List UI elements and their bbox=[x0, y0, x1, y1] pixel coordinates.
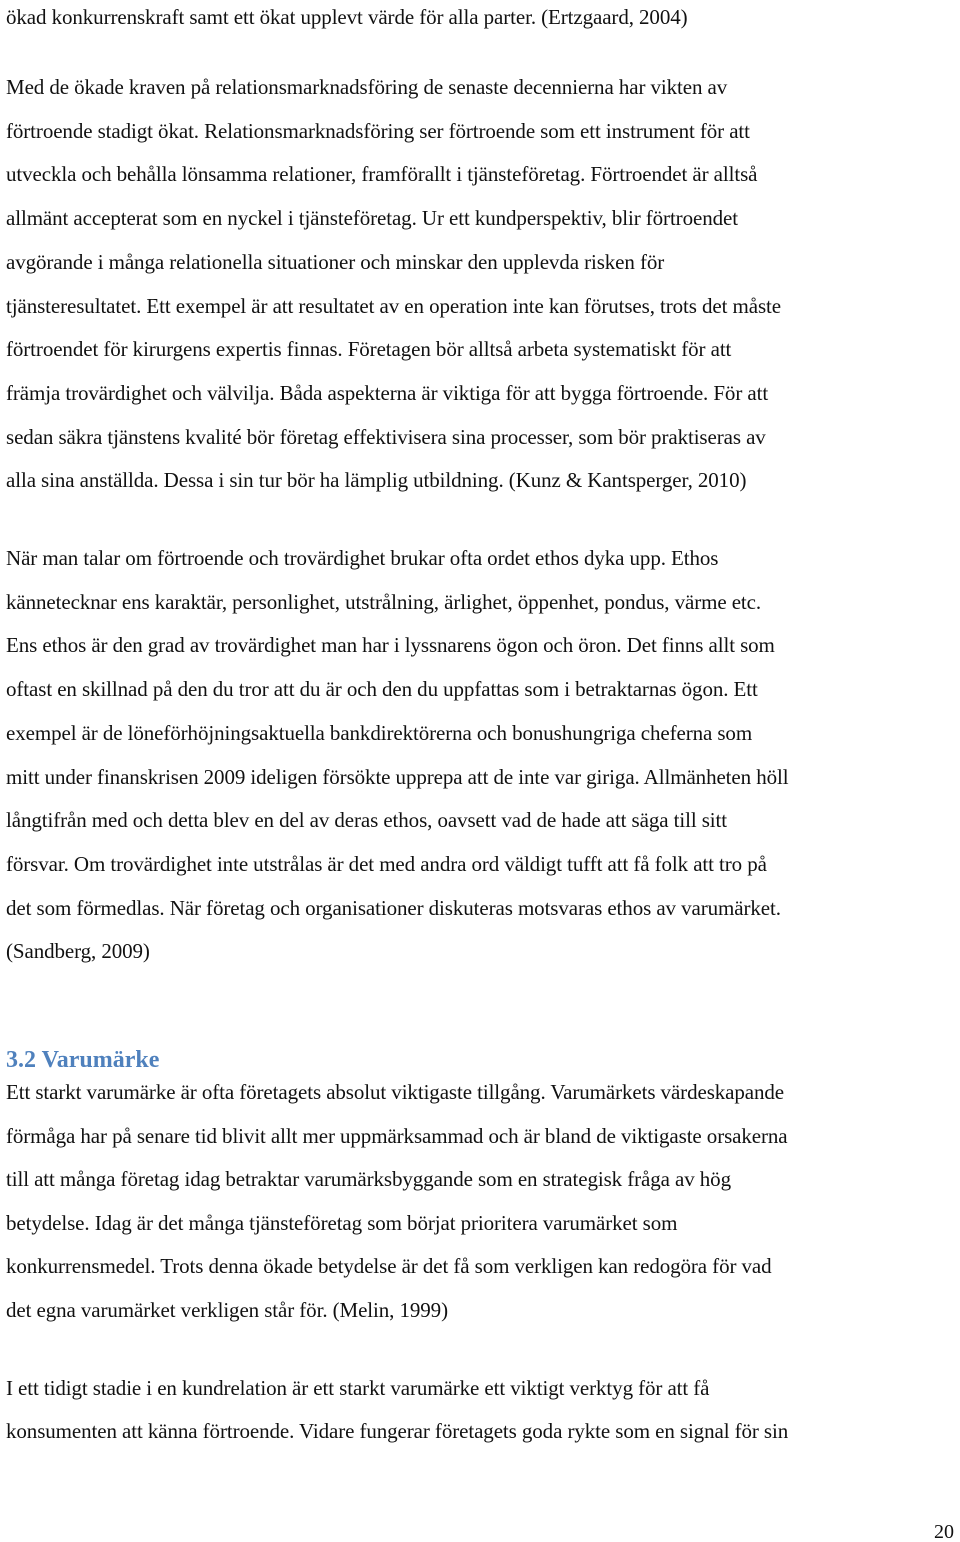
text-line: ökad konkurrenskraft samt ett ökat upplevt värde för alla parter. (Ertzgaard, 2004) bbox=[6, 5, 688, 29]
text-line: försvar. Om trovärdighet inte utstrålas är det med andra ord väldigt tufft att få folk att tro på bbox=[6, 852, 767, 876]
text-line: främja trovärdighet och välvilja. Båda aspekterna är viktiga för att bygga förtroende. För att bbox=[6, 381, 769, 405]
section-heading: 3.2 Varumärke bbox=[6, 1047, 160, 1073]
text-line: tjänsteresultatet. Ett exempel är att resultatet av en operation inte kan förutses, trots det måste bbox=[6, 294, 781, 318]
text-line: kännetecknar ens karaktär, personlighet, utstrålning, ärlighet, öppenhet, pondus, värme etc. bbox=[6, 590, 762, 614]
text-line: det egna varumärket verkligen står för. (Melin, 1999) bbox=[6, 1298, 448, 1322]
text-line: betydelse. Idag är det många tjänsteföretag som börjat prioritera varumärket som bbox=[6, 1211, 678, 1235]
text-line: förtroendet för kirurgens expertis finnas. Företagen bör alltså arbeta systematiskt för att bbox=[6, 337, 732, 361]
text-line: alla sina anställda. Dessa i sin tur bör ha lämplig utbildning. (Kunz & Kantsperger, 2010) bbox=[6, 468, 747, 492]
text-line: till att många företag idag betraktar varumärksbyggande som en strategisk fråga av hög bbox=[6, 1167, 731, 1191]
text-line: oftast en skillnad på den du tror att du är och den du uppfattas som i betraktarnas ögon. Ett bbox=[6, 677, 758, 701]
page-number: 20 bbox=[934, 1521, 954, 1542]
text-line: allmänt accepterat som en nyckel i tjänsteföretag. Ur ett kundperspektiv, blir förtroendet bbox=[6, 206, 738, 230]
text-line: (Sandberg, 2009) bbox=[6, 939, 150, 963]
text-line: konsumenten att känna förtroende. Vidare fungerar företagets goda rykte som en signal för sin bbox=[6, 1419, 789, 1443]
text-line: konkurrensmedel. Trots denna ökade betydelse är det få som verkligen kan redogöra för vad bbox=[6, 1254, 772, 1278]
text-line: mitt under finanskrisen 2009 ideligen försökte upprepa att de inte var giriga. Allmänheten höll bbox=[6, 765, 789, 789]
text-line: avgörande i många relationella situationer och minskar den upplevda risken för bbox=[6, 250, 665, 274]
text-line: I ett tidigt stadie i en kundrelation är ett starkt varumärke ett viktigt verktyg för att få bbox=[6, 1376, 710, 1400]
text-line: utveckla och behålla lönsamma relationer, framförallt i tjänsteföretag. Förtroendet är alltså bbox=[6, 162, 758, 186]
text-line: det som förmedlas. När företag och organisationer diskuteras motsvaras ethos av varumärket. bbox=[6, 896, 781, 920]
text-line: Ens ethos är den grad av trovärdighet man har i lyssnarens ögon och öron. Det finns allt som bbox=[6, 633, 775, 657]
text-line: förmåga har på senare tid blivit allt mer uppmärksammad och är bland de viktigaste orsakerna bbox=[6, 1124, 788, 1148]
text-line: förtroende stadigt ökat. Relationsmarknadsföring ser förtroende som ett instrument för att bbox=[6, 119, 750, 143]
text-line: Med de ökade kraven på relationsmarknadsföring de senaste decennierna har vikten av bbox=[6, 75, 728, 99]
text-line: sedan säkra tjänstens kvalité bör företag effektivisera sina processer, som bör praktiseras av bbox=[6, 425, 766, 449]
text-line: Ett starkt varumärke är ofta företagets absolut viktigaste tillgång. Varumärkets värdeskapande bbox=[6, 1080, 785, 1104]
text-line: långtifrån med och detta blev en del av deras ethos, oavsett vad de hade att säga till sitt bbox=[6, 808, 727, 832]
text-line: När man talar om förtroende och trovärdighet brukar ofta ordet ethos dyka upp. Ethos bbox=[6, 546, 719, 570]
text-line: exempel är de löneförhöjningsaktuella bankdirektörerna och bonushungriga cheferna som bbox=[6, 721, 753, 745]
